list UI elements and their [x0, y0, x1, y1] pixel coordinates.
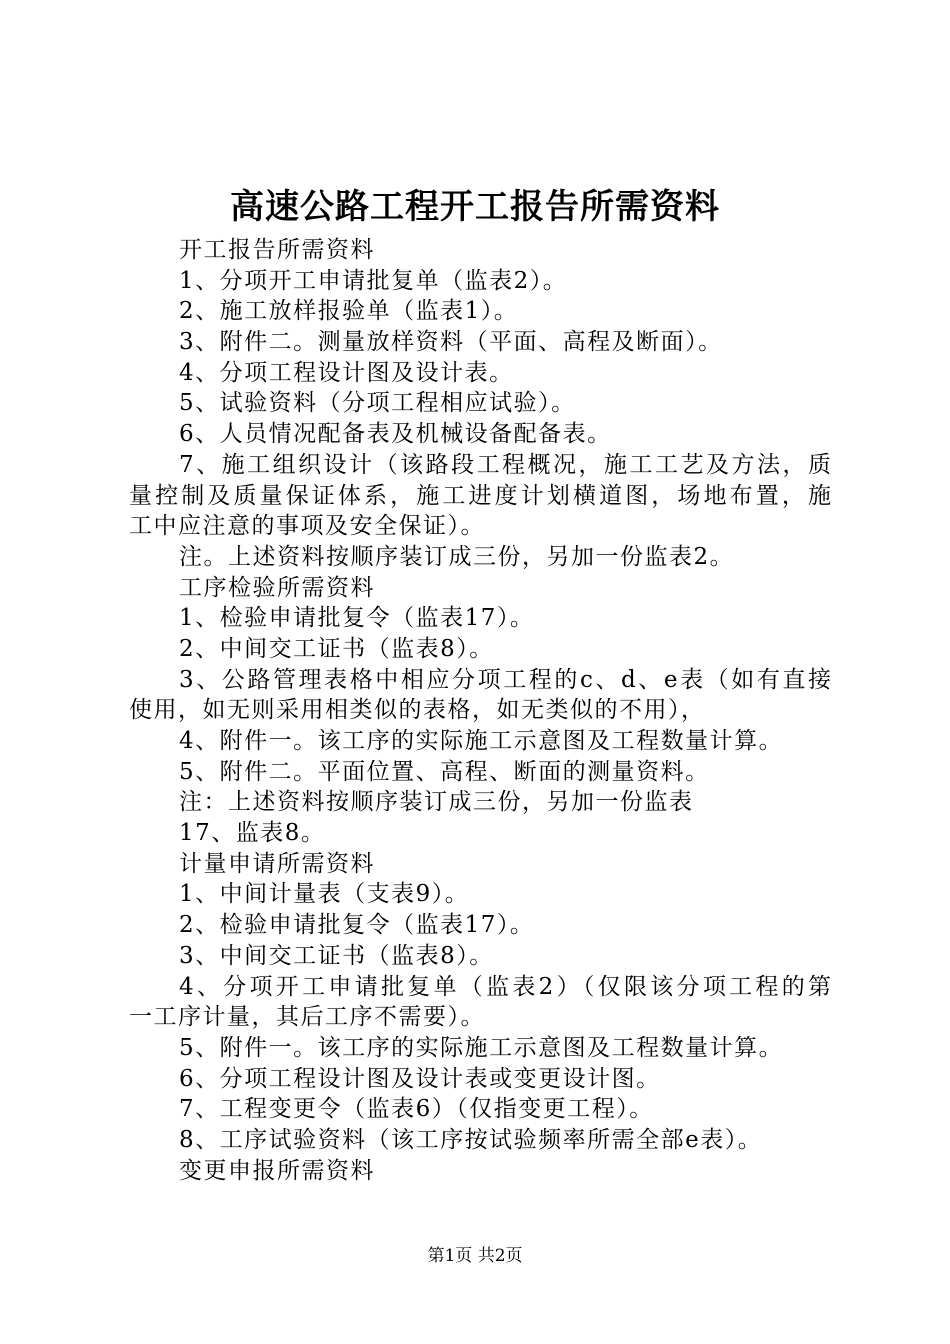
- text-line: 5、附件一。该工序的实际施工示意图及工程数量计算。: [179, 1034, 784, 1061]
- text-line: 4、附件一。该工序的实际施工示意图及工程数量计算。: [179, 728, 784, 754]
- text-line: 5、附件二。平面位置、高程、断面的测量资料。: [179, 758, 710, 785]
- document-title: 高速公路工程开工报告所需资料: [230, 187, 720, 227]
- text-line: 3、附件二。测量放样资料（平面、高程及断面）。: [179, 329, 723, 356]
- text-line: 注。上述资料按顺序装订成三份，另加一份监表2。: [179, 543, 735, 570]
- document-body: [129, 235, 831, 1186]
- text-line: 工序检验所需资料: [179, 574, 375, 601]
- text-line: 6、人员情况配备表及机械设备配备表。: [179, 421, 612, 448]
- text-line: 4、分项工程设计图及设计表。: [179, 359, 514, 386]
- text-line: 变更申报所需资料: [179, 1157, 375, 1184]
- text-line: 开工报告所需资料: [179, 237, 375, 263]
- text-line: 量控制及质量保证体系，施工进度计划横道图，场地布置，施: [129, 482, 831, 509]
- text-line: 7、工程变更令（监表6）（仅指变更工程）。: [179, 1096, 654, 1123]
- text-line: 7、施工组织设计（该路段工程概况，施工工艺及方法，质: [179, 451, 831, 478]
- text-line: 使用，如无则采用相类似的表格，如无类似的不用），: [129, 697, 706, 724]
- text-line: 1、分项开工申请批复单（监表2）。: [179, 267, 568, 294]
- text-line: 工中应注意的事项及安全保证）。: [129, 513, 485, 540]
- text-line: 6、分项工程设计图及设计表或变更设计图。: [179, 1065, 661, 1092]
- page-footer: 第1页 共2页: [427, 1246, 523, 1266]
- text-line: 2、中间交工证书（监表8）。: [179, 635, 494, 662]
- text-line: 3、中间交工证书（监表8）。: [179, 942, 494, 969]
- text-line: 2、检验申请批复令（监表17）。: [179, 912, 535, 939]
- text-line: 8、工序试验资料（该工序按试验频率所需全部e表）。: [179, 1126, 763, 1153]
- text-line: 5、试验资料（分项工程相应试验）。: [179, 390, 576, 417]
- text-line: 3、公路管理表格中相应分项工程的c、d、e表（如有直接: [179, 666, 831, 693]
- text-line: 计量申请所需资料: [179, 850, 375, 877]
- text-line: 一工序计量，其后工序不需要）。: [129, 1004, 485, 1031]
- text-line: 2、施工放样报验单（监表1）。: [179, 298, 519, 325]
- text-line: 17、监表8。: [179, 820, 326, 847]
- text-line: 4、分项开工申请批复单（监表2）（仅限该分项工程的第: [179, 973, 831, 1000]
- text-line: 1、中间计量表（支表9）。: [179, 881, 470, 908]
- text-line: 注：上述资料按顺序装订成三份，另加一份监表: [179, 789, 694, 816]
- text-line: 1、检验申请批复令（监表17）。: [179, 605, 535, 632]
